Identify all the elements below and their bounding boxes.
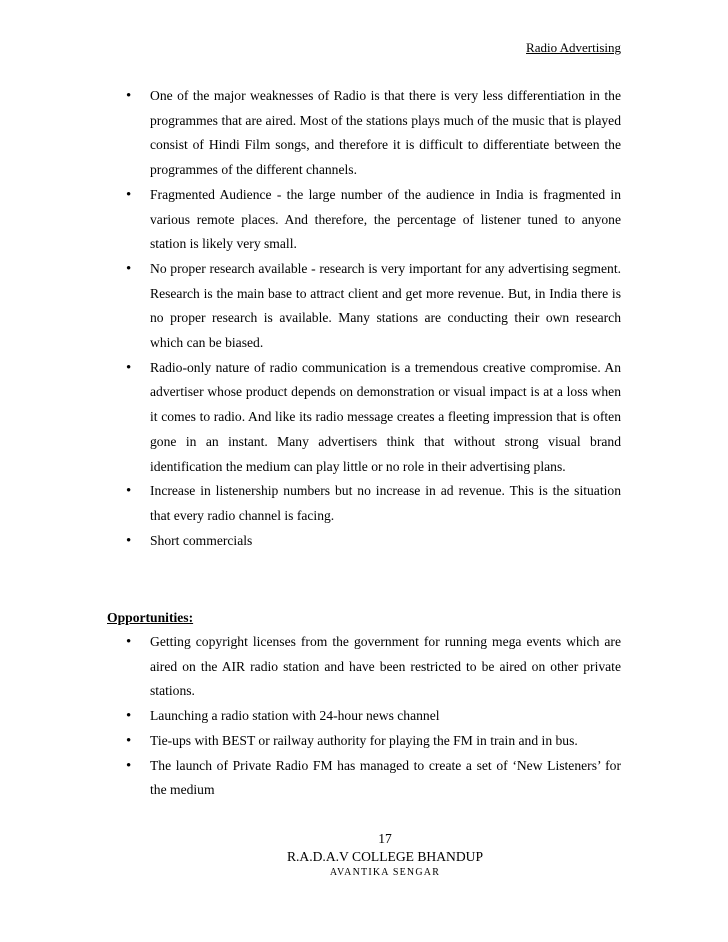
- list-item: [0, 704, 621, 729]
- list-item: [0, 729, 621, 754]
- bullet-icon: •: [126, 532, 132, 549]
- list-item: [0, 183, 621, 257]
- bullet-icon: •: [126, 88, 132, 104]
- list-item-text: Fragmented Audience - the large number of the audience in India is fragmented in various remote places. And therefore, the percentage of listener tuned to anyone station is likely very small.: [150, 186, 621, 252]
- list-item-text: Tie-ups with BEST or railway authority for playing the FM in train and in bus.: [150, 732, 578, 748]
- bullet-icon: •: [126, 757, 132, 774]
- list-item: [0, 356, 621, 480]
- footer-author: AVANTIKA SENGAR: [329, 867, 441, 878]
- bullet-icon: •: [126, 732, 132, 749]
- list-item: [0, 479, 621, 528]
- footer-college: R.A.D.A.V COLLEGE BHANDUP: [286, 849, 484, 864]
- bullet-icon: •: [126, 634, 132, 650]
- opportunities-list: [0, 630, 728, 803]
- list-item-text: Getting copyright licenses from the government for running mega events which are aired on the AIR radio station and have been restricted to be aired on other private stations.: [150, 634, 621, 699]
- page-header-title: Radio Advertising: [526, 40, 621, 55]
- page-number: 17: [378, 831, 392, 846]
- list-item: [0, 754, 621, 803]
- bullet-icon: •: [126, 186, 132, 203]
- list-item: [0, 630, 621, 704]
- weaknesses-list: [0, 84, 728, 553]
- list-item-text: Increase in listenership numbers but no increase in ad revenue. This is the situation that every radio channel is facing.: [150, 483, 621, 523]
- list-item: [0, 257, 621, 356]
- list-item: [0, 529, 621, 554]
- bullet-icon: •: [126, 359, 132, 376]
- bullet-icon: •: [126, 260, 132, 277]
- list-item: [0, 84, 621, 183]
- bullet-icon: •: [126, 483, 132, 500]
- opportunities-heading: Opportunities:: [107, 610, 194, 625]
- list-item-text: Radio-only nature of radio communication is a tremendous creative compromise. An advertiser whose product depends on demonstration or visual impact is at a loss when it comes to radio. And like its radio message creates a fleeting impression that is often gone in an instant. Many advertisers think that without strong visual brand identification the medium can play little or no role in their advertising plans.: [150, 359, 621, 474]
- list-item-text: No proper research available - research is very important for any advertising segment. Research is the main base to attract client and get more revenue. But, in India there is no proper research is available. Many stations are conducting their own research which can be biased.: [150, 260, 621, 351]
- list-item-text: Short commercials: [150, 532, 253, 548]
- list-item-text: The launch of Private Radio FM has managed to create a set of ‘New Listeners’ for the medium: [150, 757, 621, 798]
- bullet-icon: •: [126, 708, 132, 725]
- list-item-text: One of the major weaknesses of Radio is that there is very less differentiation in the programmes that are aired. Most of the stations plays much of the music that is played consist of Hindi Film songs, and therefore it is difficult to differentiate between the programmes of the different channels.: [150, 88, 621, 178]
- page-footer: [0, 830, 728, 880]
- list-item-text: Launching a radio station with 24-hour news channel: [150, 708, 440, 724]
